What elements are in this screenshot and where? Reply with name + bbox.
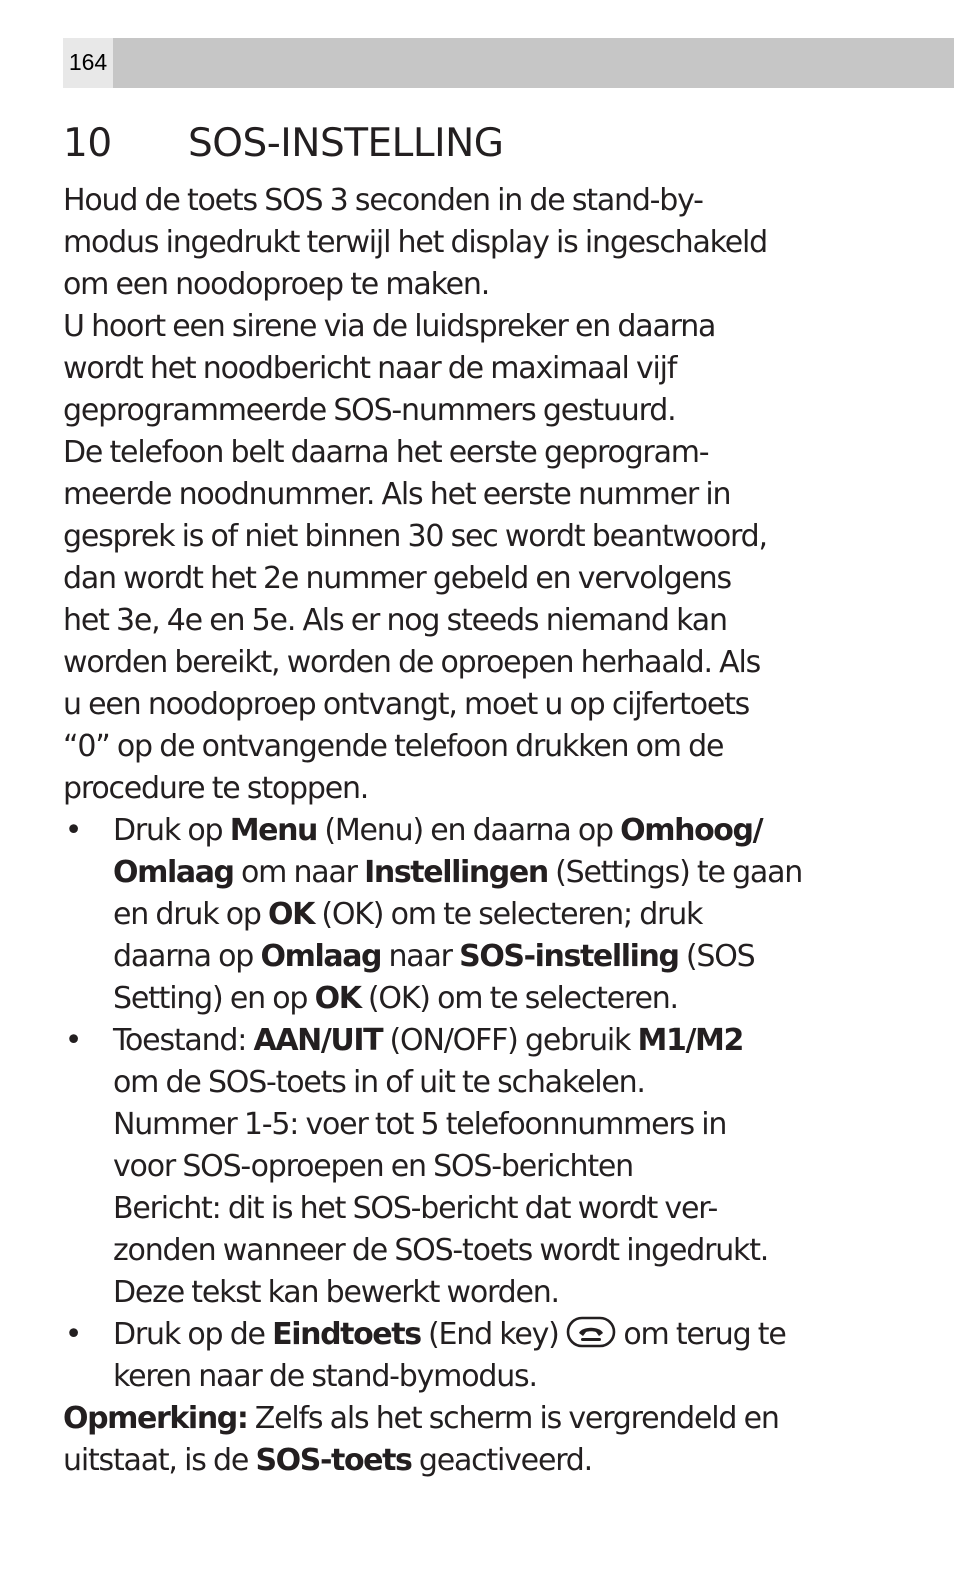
section-title: SOS-INSTELLING: [188, 121, 504, 166]
text-line: Opmerking: Zelfs als het scherm is vergrendeld en: [63, 1401, 779, 1436]
section-number: 10: [63, 121, 112, 166]
page-header-bar: [63, 38, 954, 88]
key-end: Eindtoets: [272, 1317, 421, 1352]
page-number: 164: [68, 49, 108, 75]
text-line: geprogrammeerde SOS-nummers gestuurd.: [63, 393, 676, 428]
text-line: procedure te stoppen.: [63, 771, 369, 806]
key-up: Omhoog/: [620, 813, 763, 848]
text-line: Druk op Menu (Menu) en daarna op Omhoog/: [113, 813, 763, 848]
text-line: worden bereikt, worden de oproepen herhaald. Als: [63, 645, 761, 680]
section-heading: [63, 118, 504, 170]
key-down: Omlaag: [113, 855, 234, 890]
menu-settings: Instellingen: [364, 855, 548, 890]
page-content: [63, 180, 923, 1482]
list-item-state: [63, 1020, 923, 1314]
note-label: Opmerking:: [63, 1401, 248, 1436]
option-on-off: AAN/UIT: [253, 1023, 383, 1058]
text-line: U hoort een sirene via de luidspreker en daarna: [63, 309, 716, 344]
text-line: en druk op OK (OK) om te selecteren; druk: [113, 897, 703, 932]
text-line: het 3e, 4e en 5e. Als er nog steeds niemand kan: [63, 603, 727, 638]
text-line: zonden wanneer de SOS-toets wordt ingedrukt.: [113, 1233, 769, 1268]
key-sos: SOS-toets: [255, 1443, 412, 1478]
text-line: om een noodoproep te maken.: [63, 267, 490, 302]
bullet-icon: •: [64, 813, 82, 848]
list-item-end-key: [63, 1314, 923, 1398]
key-ok: OK: [314, 981, 361, 1016]
text-line: voor SOS-oproepen en SOS-berichten: [113, 1149, 633, 1184]
note-paragraph: [63, 1398, 923, 1482]
page-number-box: [63, 38, 113, 88]
text-line: Toestand: AAN/UIT (ON/OFF) gebruik M1/M2: [113, 1023, 743, 1058]
text-line: Nummer 1-5: voer tot 5 telefoonnummers in: [113, 1107, 727, 1142]
bullet-icon: •: [64, 1023, 82, 1058]
list-item-navigate: [63, 810, 923, 1020]
end-call-key-icon: [566, 1316, 616, 1348]
text-line: “0” op de ontvangende telefoon drukken om de: [63, 729, 724, 764]
text-line: modus ingedrukt terwijl het display is ingeschakeld: [63, 225, 767, 260]
text-line: keren naar de stand-bymodus.: [113, 1359, 537, 1394]
text-line: Omlaag om naar Instellingen (Settings) te gaan: [113, 855, 803, 890]
bullet-icon: •: [64, 1317, 82, 1352]
key-ok: OK: [268, 897, 314, 932]
instruction-list: [63, 810, 923, 1398]
text-line: u een noodoproep ontvangt, moet u op cijfertoets: [63, 687, 750, 722]
text-line: Deze tekst kan bewerkt worden.: [113, 1275, 559, 1310]
text-line: Bericht: dit is het SOS-bericht dat wordt ver-: [113, 1191, 718, 1226]
text-line: om de SOS-toets in of uit te schakelen.: [113, 1065, 645, 1100]
text-line: Setting) en op OK (OK) om te selecteren.: [113, 981, 678, 1016]
text-line: De telefoon belt daarna het eerste geprogram-: [63, 435, 709, 470]
text-line: wordt het noodbericht naar de maximaal vijf: [63, 351, 677, 386]
text-line: Druk op de Eindtoets (End key) om terug te: [113, 1317, 786, 1352]
text-line: Houd de toets SOS 3 seconden in de stand-by-: [63, 183, 703, 218]
key-down: Omlaag: [260, 939, 382, 974]
key-m1-m2: M1/M2: [637, 1023, 743, 1058]
text-line: uitstaat, is de SOS-toets geactiveerd.: [63, 1443, 592, 1478]
text-line: daarna op Omlaag naar SOS-instelling (SOS: [113, 939, 755, 974]
text-line: gesprek is of niet binnen 30 sec wordt beantwoord,: [63, 519, 767, 554]
menu-sos-setting: SOS-instelling: [459, 939, 679, 974]
text-line: meerde noodnummer. Als het eerste nummer in: [63, 477, 731, 512]
intro-paragraph: [63, 180, 923, 810]
text-line: dan wordt het 2e nummer gebeld en vervolgens: [63, 561, 731, 596]
key-menu: Menu: [229, 813, 318, 848]
